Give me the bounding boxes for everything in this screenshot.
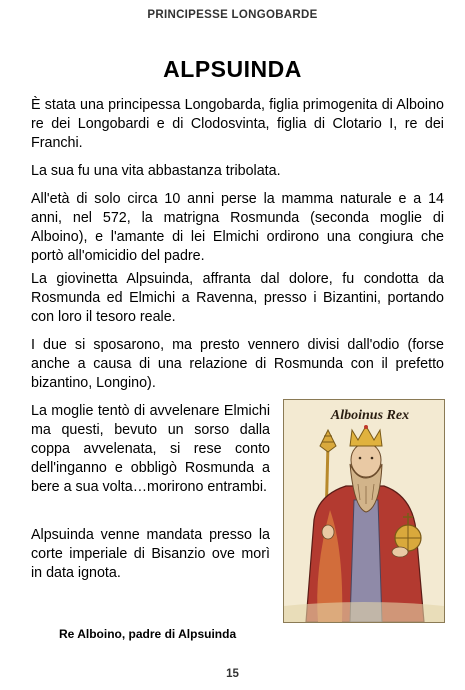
paragraph-byzantium: Alpsuinda venne mandata presso la corte imperiale di Bisanzio ove morì in data ignota. bbox=[31, 527, 270, 581]
paragraph-marriage: I due si sposarono, ma presto vennero divisi dall'odio (forse anche a causa di una relazione di Rosmunda con il prefetto bizantino, Longino). bbox=[31, 337, 444, 391]
king-alboino-illustration bbox=[283, 399, 445, 623]
figure-caption: Re Alboino, padre di Alpsuinda bbox=[59, 627, 237, 641]
running-header: PRINCIPESSE LONGOBARDE bbox=[147, 9, 318, 21]
paragraph-poison: La moglie tentò di avvelenare Elmichi ma questi, bevuto un sorso dalla coppa avvelenata, si rese conto dell'inganno e obbligò Rosmunda a bere a sua volta…morirono entrambi. bbox=[31, 403, 270, 495]
page-number: 15 bbox=[226, 668, 239, 680]
paragraph-conspiracy: All'età di solo circa 10 anni perse la mamma naturale e a 14 anni, nel 572, la matrigna Rosmunda (seconda moglie di Alboino), e l'amante di lei Elmichi ordirono una congiura che portò all'omicidio del padre. bbox=[31, 191, 444, 264]
paragraph-intro: È stata una principessa Longobarda, figlia primogenita di Alboino re dei Longobardi e di Clodosvinta, figlia di Clotario I, re dei Franchi. bbox=[31, 97, 444, 151]
figure-inscription: Alboinus Rex bbox=[330, 408, 410, 423]
paragraph-life: La sua fu una vita abbastanza tribolata. bbox=[31, 163, 281, 179]
chapter-title: ALPSUINDA bbox=[163, 56, 302, 82]
paragraph-ravenna: La giovinetta Alpsuinda, affranta dal dolore, fu condotta da Rosmunda ed Elmichi a Ravenna, presso i Bizantini, portando con loro il tesoro reale. bbox=[31, 271, 444, 325]
